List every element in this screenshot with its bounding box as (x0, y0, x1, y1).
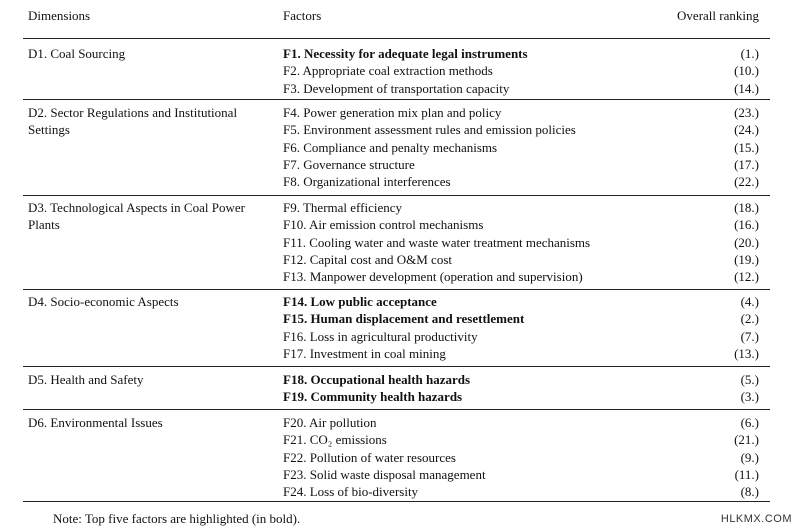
factor-label: F5. Environment assessment rules and emission policies (283, 122, 576, 138)
header-dimensions: Dimensions (28, 8, 91, 23)
table-row (0, 431, 800, 448)
rank-value: (3.) (740, 389, 759, 405)
rank-value: (13.) (734, 345, 759, 361)
table-row (0, 104, 800, 121)
factor-label: F14. Low public acceptance (283, 294, 437, 309)
factor-label: F24. Loss of bio-diversity (283, 484, 419, 500)
table-row (0, 139, 800, 156)
factor-label: F1. Necessity for adequate legal instruments (283, 46, 528, 61)
table-row (0, 371, 800, 388)
factor-label: F23. Solid waste disposal management (283, 466, 486, 482)
watermark: HLKMX.COM (720, 513, 792, 525)
rank-value: (7.) (740, 328, 759, 344)
factor-label: F13. Manpower development (operation and supervision) (283, 269, 583, 285)
dimension-label: D6. Environmental Issues (28, 415, 163, 430)
rank-value: (23.) (734, 105, 759, 120)
table-row (0, 483, 800, 500)
table-row (0, 80, 800, 97)
rank-value: (21.) (734, 432, 759, 448)
rule-line (23, 289, 770, 290)
factor-label: F18. Occupational health hazards (283, 372, 471, 387)
rank-value: (2.) (740, 311, 759, 327)
table-row (0, 173, 800, 190)
dimension-label: D2. Sector Regulations and Institutional Settings (28, 105, 238, 137)
rank-value: (6.) (740, 415, 759, 430)
factor-label: F10. Air emission control mechanisms (283, 217, 484, 233)
rank-value: (24.) (734, 122, 759, 138)
rule-line (23, 38, 770, 39)
factor-label: F12. Capital cost and O&M cost (283, 251, 452, 267)
rank-value: (1.) (740, 46, 759, 61)
rank-value: (11.) (734, 466, 759, 482)
table-row (0, 268, 800, 285)
factor-label: F6. Compliance and penalty mechanisms (283, 139, 498, 155)
factor-label: F8. Organizational interferences (283, 174, 451, 190)
table-row (0, 62, 800, 79)
table-row (0, 45, 800, 62)
rank-value: (17.) (734, 156, 759, 172)
table-row (0, 466, 800, 483)
rule-line (23, 501, 770, 502)
rank-value: (16.) (734, 217, 759, 233)
factor-label: F22. Pollution of water resources (283, 449, 456, 465)
factor-label: F4. Power generation mix plan and policy (283, 105, 502, 120)
factor-label: F3. Development of transportation capacity (283, 80, 510, 96)
factor-label: F19. Community health hazards (283, 389, 463, 405)
rank-value: (4.) (740, 294, 759, 309)
dimension-label: D1. Coal Sourcing (28, 46, 126, 61)
table-row (0, 156, 800, 173)
table-row (0, 388, 800, 405)
table-row (0, 328, 800, 345)
factor-label: F17. Investment in coal mining (283, 345, 446, 361)
factor-label: F20. Air pollution (283, 415, 377, 430)
table-row (0, 449, 800, 466)
rank-value: (9.) (740, 449, 759, 465)
rank-value: (14.) (734, 80, 759, 96)
dimension-label: D4. Socio-economic Aspects (28, 294, 179, 309)
table-row (0, 234, 800, 251)
factor-label: F21. CO₂ emissions (283, 432, 387, 448)
rule-line (23, 366, 770, 367)
rule-line (23, 99, 770, 100)
table-row (0, 199, 800, 216)
rank-value: (12.) (734, 269, 759, 285)
table-row (0, 251, 800, 268)
rule-line (23, 409, 770, 410)
rank-value: (22.) (734, 174, 759, 190)
rank-value: (8.) (740, 484, 759, 500)
table-note: Note: Top five factors are highlighted (in bold). (53, 511, 301, 526)
factor-label: F15. Human displacement and resettlement (283, 311, 525, 327)
table-row (0, 414, 800, 431)
factor-label: F9. Thermal efficiency (283, 200, 403, 215)
header-ranking: Overall ranking (677, 8, 759, 23)
dimension-label: D3. Technological Aspects in Coal Power Plants (28, 200, 245, 232)
factor-label: F16. Loss in agricultural productivity (283, 328, 478, 344)
table-row (0, 310, 800, 327)
table-row (0, 216, 800, 233)
rank-value: (18.) (734, 200, 759, 215)
rank-value: (10.) (734, 63, 759, 79)
table-row (0, 293, 800, 310)
factor-label: F11. Cooling water and waste water treatment mechanisms (283, 234, 591, 250)
rank-value: (15.) (734, 139, 759, 155)
factor-label: F2. Appropriate coal extraction methods (283, 63, 493, 79)
rank-value: (19.) (734, 251, 759, 267)
header-factors: Factors (283, 8, 322, 23)
table-row (0, 121, 800, 138)
rule-line (23, 195, 770, 196)
dimension-label: D5. Health and Safety (28, 372, 144, 387)
factor-label: F7. Governance structure (283, 156, 415, 172)
rank-value: (20.) (734, 234, 759, 250)
rank-value: (5.) (740, 372, 759, 387)
table-row (0, 345, 800, 362)
